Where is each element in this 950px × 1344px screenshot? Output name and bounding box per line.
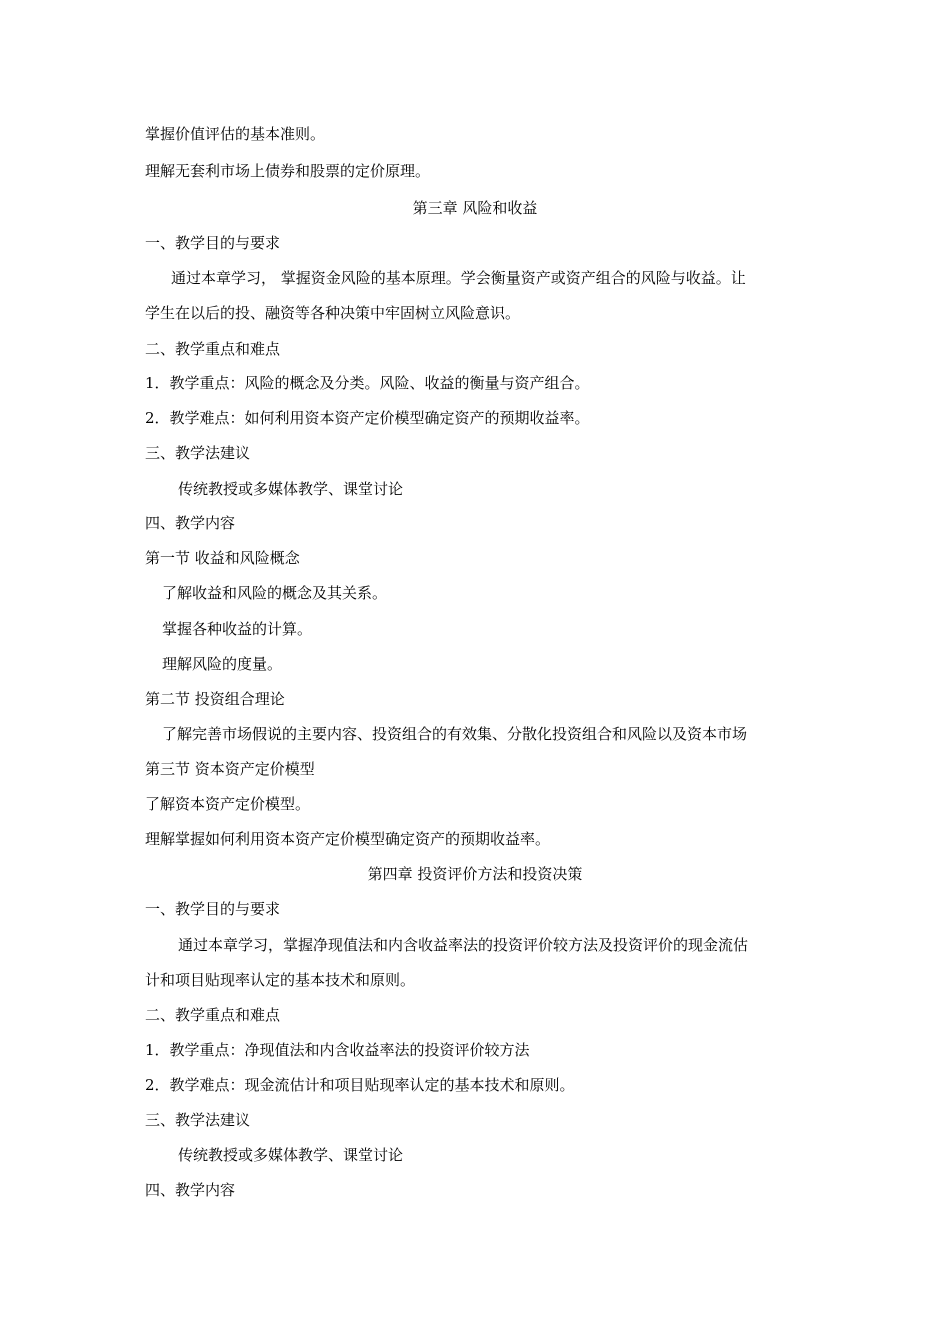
text-line: 理解风险的度量。 — [162, 655, 283, 673]
text-line: 2．教学难点：现金流估计和项目贴现率认定的基本技术和原则。 — [145, 1076, 575, 1094]
text-line: 计和项目贴现率认定的基本技术和原则。 — [145, 971, 416, 989]
section-heading: 二、教学重点和难点 — [145, 340, 281, 358]
text-line: 学生在以后的投、融资等各种决策中牢固树立风险意识。 — [145, 304, 521, 322]
text-line: 了解收益和风险的概念及其关系。 — [162, 584, 388, 602]
text-line: 通过本章学习，掌握净现值法和内含收益率法的投资评价较方法及投资评价的现金流估 — [178, 936, 749, 954]
text-line: 2．教学难点：如何利用资本资产定价模型确定资产的预期收益率。 — [145, 409, 590, 427]
section-heading: 一、教学目的与要求 — [145, 234, 281, 252]
subsection-heading: 第一节 收益和风险概念 — [145, 549, 300, 567]
subsection-heading: 第三节 资本资产定价模型 — [145, 760, 315, 778]
text-line: 通过本章学习， 掌握资金风险的基本原理。学会衡量资产或资产组合的风险与收益。让 — [171, 269, 746, 287]
section-heading: 四、教学内容 — [145, 514, 236, 532]
section-heading: 一、教学目的与要求 — [145, 900, 281, 918]
section-heading: 三、教学法建议 — [145, 1111, 251, 1129]
text-line: 了解完善市场假说的主要内容、投资组合的有效集、分散化投资组合和风险以及资本市场 — [162, 725, 748, 743]
text-line: 1．教学重点：净现值法和内含收益率法的投资评价较方法 — [145, 1041, 530, 1059]
text-line: 掌握价值评估的基本准则。 — [145, 125, 326, 143]
text-line: 传统教授或多媒体教学、课堂讨论 — [178, 1146, 404, 1164]
chapter-title: 第四章 投资评价方法和投资决策 — [367, 865, 583, 883]
chapter-title: 第三章 风险和收益 — [412, 199, 538, 217]
section-heading: 四、教学内容 — [145, 1181, 236, 1199]
text-line: 理解掌握如何利用资本资产定价模型确定资产的预期收益率。 — [145, 830, 551, 848]
text-line: 掌握各种收益的计算。 — [162, 620, 313, 638]
text-line: 理解无套利市场上债券和股票的定价原理。 — [145, 162, 431, 180]
text-line: 传统教授或多媒体教学、课堂讨论 — [178, 480, 404, 498]
text-line: 1．教学重点：风险的概念及分类。风险、收益的衡量与资产组合。 — [145, 374, 590, 392]
section-heading: 二、教学重点和难点 — [145, 1006, 281, 1024]
subsection-heading: 第二节 投资组合理论 — [145, 690, 285, 708]
text-line: 了解资本资产定价模型。 — [145, 795, 311, 813]
section-heading: 三、教学法建议 — [145, 444, 251, 462]
